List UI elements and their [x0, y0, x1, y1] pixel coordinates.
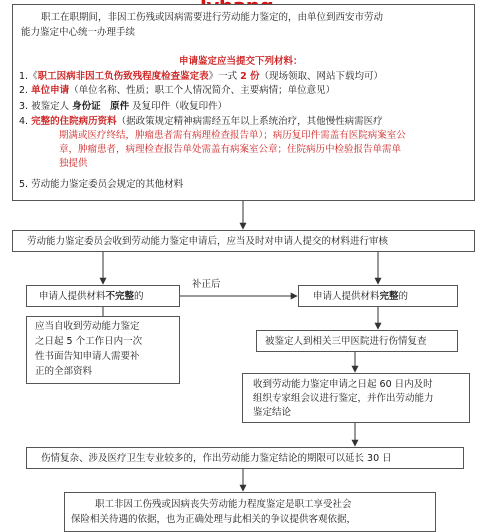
material-item-3: 3. 被鉴定人 身份证 原件 及复印件（收复印件）: [19, 101, 228, 112]
expert-review-line-2: 组织专家组会议进行鉴定，并作出劳动能力: [253, 393, 434, 404]
complete-label: 申请人提供材料完整的: [313, 291, 409, 302]
bottom-note-line-2: 保险相关待遇的依据，也为正确处理与此相关的争议提供客观依据，: [71, 514, 357, 525]
review-text: 劳动能力鉴定委员会收到劳动能力鉴定申请后，应当及时对申请人提交的材料进行审核: [27, 236, 389, 247]
material-item-4: 4. 完整的住院病历资料（据政策规定精神病需经五年以上系统治疗，其他慢性病需医疗: [19, 116, 383, 127]
incomplete-detail-line-3: 性书面告知申请人需要补: [35, 351, 140, 362]
intro-line-1: 职工在职期间，非因工伤残或因病需要进行劳动能力鉴定的，由单位到西安市劳动: [41, 12, 384, 23]
extension-text: 伤情复杂、涉及医疗卫生专业较多的，作出劳动能力鉴定结论的期限可以延长 30 日: [41, 453, 392, 464]
incomplete-label: 申请人提供材料不完整的: [39, 291, 144, 302]
hospital-recheck-text: 被鉴定人到相关三甲医院进行伤情复查: [265, 336, 427, 347]
material-item-4-line-4: 独提供: [59, 158, 88, 169]
bottom-note-line-1: 职工非因工伤残或因病丧失劳动能力程度鉴定是职工享受社会: [95, 499, 352, 510]
incomplete-detail-line-2: 之日起 5 个工作日内一次: [35, 336, 143, 347]
material-item-2: 2. 单位申请（单位名称、性质；职工个人情况简介、主要病情；单位意见）: [19, 85, 336, 96]
intro-line-2: 能力鉴定中心统一办理手续: [21, 27, 136, 38]
expert-review-line-1: 收到劳动能力鉴定申请之日起 60 日内及时: [253, 379, 433, 390]
material-item-1: 1.《职工因病非因工负伤致残程度检查鉴定表》一式 2 份（现场领取、网站下载均可）: [19, 71, 384, 82]
incomplete-detail-line-1: 应当自收到劳动能力鉴定: [35, 321, 140, 332]
expert-review-line-3: 鉴定结论: [253, 407, 292, 418]
material-item-5: 5. 劳动能力鉴定委员会规定的其他材料: [19, 179, 184, 190]
materials-title: 申请鉴定应当提交下列材料：: [179, 56, 303, 67]
material-item-4-line-3: 章，肿瘤患者，病理检查报告单处需盖有病案室公章；住院病历中检验报告单需单: [59, 144, 402, 155]
material-item-4-line-2: 期满或医疗终结，肿瘤患者需有病理检查报告单）；病历复印件需盖有医院病案室公: [59, 130, 406, 141]
supplement-label: 补正后: [192, 279, 221, 290]
incomplete-detail-line-4: 正的全部资料: [35, 366, 93, 377]
